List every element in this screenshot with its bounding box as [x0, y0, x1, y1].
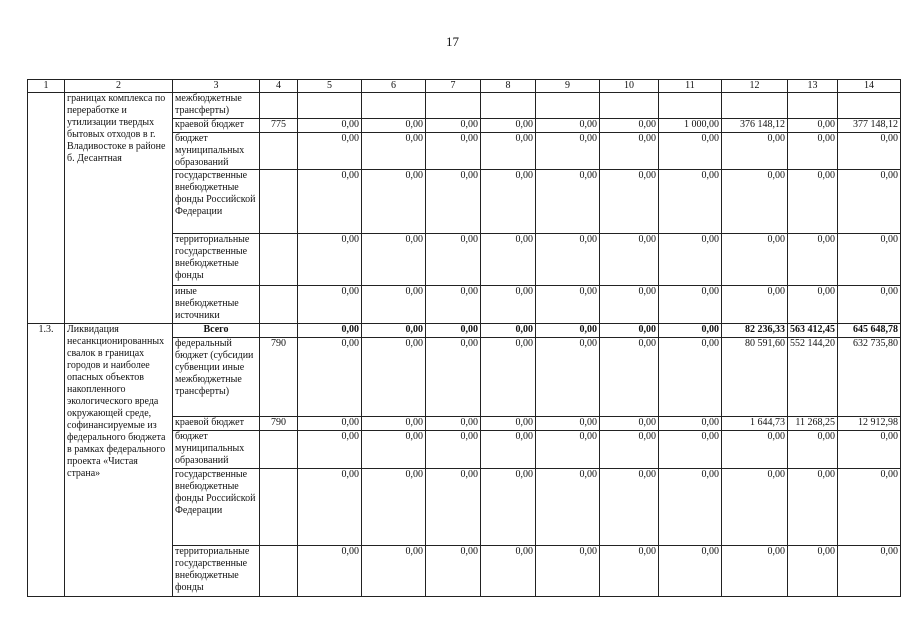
amount-cell: 0,00	[788, 286, 838, 324]
header-cell: 6	[362, 80, 426, 93]
amount-cell: 0,00	[659, 338, 722, 417]
amount-cell: 0,00	[536, 546, 600, 597]
amount-cell	[362, 93, 426, 119]
amount-cell: 0,00	[600, 431, 659, 469]
amount-cell: 0,00	[838, 234, 901, 286]
amount-cell	[788, 93, 838, 119]
amount-cell: 0,00	[722, 469, 788, 546]
amount-cell: 563 412,45	[788, 324, 838, 338]
budget-code	[260, 469, 298, 546]
amount-cell	[536, 93, 600, 119]
amount-cell: 0,00	[659, 286, 722, 324]
amount-cell: 0,00	[536, 133, 600, 170]
amount-cell: 632 735,80	[838, 338, 901, 417]
amount-cell	[298, 93, 362, 119]
budget-code	[260, 170, 298, 234]
header-cell: 13	[788, 80, 838, 93]
amount-cell: 82 236,33	[722, 324, 788, 338]
amount-cell: 0,00	[298, 324, 362, 338]
amount-cell	[659, 93, 722, 119]
amount-cell	[838, 93, 901, 119]
budget-code	[260, 431, 298, 469]
amount-cell: 0,00	[536, 324, 600, 338]
budget-code	[260, 324, 298, 338]
amount-cell: 0,00	[788, 133, 838, 170]
header-cell: 11	[659, 80, 722, 93]
amount-cell: 0,00	[298, 133, 362, 170]
amount-cell: 1 000,00	[659, 119, 722, 133]
page-number: 17	[446, 34, 459, 49]
table-body	[28, 80, 901, 597]
amount-cell: 552 144,20	[788, 338, 838, 417]
amount-cell: 0,00	[362, 133, 426, 170]
amount-cell: 0,00	[362, 286, 426, 324]
header-row	[28, 80, 901, 93]
amount-cell: 0,00	[426, 338, 481, 417]
amount-cell: 0,00	[788, 469, 838, 546]
amount-cell: 0,00	[481, 170, 536, 234]
amount-cell: 0,00	[600, 546, 659, 597]
amount-cell: 0,00	[838, 431, 901, 469]
amount-cell: 0,00	[362, 431, 426, 469]
amount-cell: 376 148,12	[722, 119, 788, 133]
amount-cell: 0,00	[362, 170, 426, 234]
amount-cell: 0,00	[298, 119, 362, 133]
amount-cell: 0,00	[426, 286, 481, 324]
header-cell: 2	[65, 80, 173, 93]
header-cell: 9	[536, 80, 600, 93]
amount-cell: 0,00	[722, 234, 788, 286]
header-cell: 7	[426, 80, 481, 93]
amount-cell: 0,00	[481, 469, 536, 546]
amount-cell: 0,00	[426, 546, 481, 597]
amount-cell: 0,00	[600, 286, 659, 324]
amount-cell: 0,00	[600, 170, 659, 234]
amount-cell: 0,00	[426, 431, 481, 469]
amount-cell: 0,00	[426, 469, 481, 546]
amount-cell: 0,00	[838, 546, 901, 597]
amount-cell: 0,00	[788, 170, 838, 234]
budget-code: 775	[260, 119, 298, 133]
amount-cell: 0,00	[426, 324, 481, 338]
amount-cell: 0,00	[362, 417, 426, 431]
header-cell: 12	[722, 80, 788, 93]
budget-code	[260, 93, 298, 119]
amount-cell: 0,00	[362, 469, 426, 546]
budget-code	[260, 234, 298, 286]
amount-cell: 0,00	[426, 234, 481, 286]
amount-cell: 0,00	[298, 469, 362, 546]
amount-cell: 0,00	[788, 119, 838, 133]
amount-cell: 645 648,78	[838, 324, 901, 338]
amount-cell: 0,00	[536, 286, 600, 324]
budget-table	[27, 79, 901, 597]
budget-code: 790	[260, 338, 298, 417]
amount-cell	[426, 93, 481, 119]
amount-cell: 0,00	[722, 546, 788, 597]
amount-cell: 0,00	[362, 324, 426, 338]
funding-source: межбюджетные трансферты)	[173, 93, 260, 119]
amount-cell: 0,00	[536, 119, 600, 133]
amount-cell: 1 644,73	[722, 417, 788, 431]
amount-cell: 0,00	[838, 286, 901, 324]
header-cell: 3	[173, 80, 260, 93]
amount-cell: 0,00	[481, 338, 536, 417]
funding-source: бюджет муниципальных образований	[173, 133, 260, 170]
amount-cell: 0,00	[722, 133, 788, 170]
amount-cell: 0,00	[536, 469, 600, 546]
amount-cell: 0,00	[600, 119, 659, 133]
funding-source: Всего	[173, 324, 260, 338]
amount-cell: 0,00	[659, 133, 722, 170]
amount-cell: 0,00	[722, 286, 788, 324]
amount-cell: 0,00	[362, 546, 426, 597]
amount-cell: 80 591,60	[722, 338, 788, 417]
amount-cell	[600, 93, 659, 119]
amount-cell: 0,00	[298, 338, 362, 417]
amount-cell: 0,00	[298, 170, 362, 234]
funding-source: федеральный бюджет (субсидии субвенции иные межбюджетные трансферты)	[173, 338, 260, 417]
header-cell: 4	[260, 80, 298, 93]
amount-cell: 0,00	[838, 469, 901, 546]
amount-cell: 0,00	[481, 133, 536, 170]
amount-cell: 0,00	[659, 170, 722, 234]
amount-cell: 0,00	[722, 431, 788, 469]
amount-cell: 0,00	[659, 417, 722, 431]
amount-cell: 0,00	[481, 431, 536, 469]
amount-cell: 0,00	[298, 234, 362, 286]
amount-cell: 0,00	[481, 324, 536, 338]
amount-cell: 0,00	[298, 286, 362, 324]
amount-cell: 0,00	[600, 469, 659, 546]
amount-cell: 0,00	[362, 338, 426, 417]
amount-cell: 11 268,25	[788, 417, 838, 431]
funding-source: государственные внебюджетные фонды Российской Федерации	[173, 469, 260, 546]
table-row	[28, 93, 901, 119]
amount-cell: 0,00	[788, 431, 838, 469]
amount-cell: 0,00	[481, 546, 536, 597]
header-cell: 5	[298, 80, 362, 93]
amount-cell: 377 148,12	[838, 119, 901, 133]
funding-source: иные внебюджетные источники	[173, 286, 260, 324]
amount-cell: 0,00	[481, 286, 536, 324]
item-number	[28, 93, 65, 324]
amount-cell: 0,00	[659, 469, 722, 546]
amount-cell	[481, 93, 536, 119]
amount-cell	[722, 93, 788, 119]
amount-cell: 0,00	[536, 417, 600, 431]
amount-cell: 0,00	[362, 119, 426, 133]
amount-cell: 0,00	[426, 170, 481, 234]
amount-cell: 0,00	[788, 234, 838, 286]
table-row	[28, 324, 901, 338]
amount-cell: 0,00	[536, 338, 600, 417]
amount-cell: 0,00	[788, 546, 838, 597]
funding-source: бюджет муниципальных образований	[173, 431, 260, 469]
header-cell: 1	[28, 80, 65, 93]
item-number: 1.3.	[28, 324, 65, 597]
funding-source: территориальные государственные внебюджетные фонды	[173, 546, 260, 597]
header-cell: 14	[838, 80, 901, 93]
amount-cell: 0,00	[362, 234, 426, 286]
funding-source: краевой бюджет	[173, 417, 260, 431]
amount-cell: 0,00	[536, 431, 600, 469]
amount-cell: 0,00	[481, 417, 536, 431]
amount-cell: 0,00	[600, 417, 659, 431]
amount-cell: 0,00	[298, 431, 362, 469]
budget-code	[260, 286, 298, 324]
item-name: границах комплекса по переработке и утилизации твердых бытовых отходов в г. Владивостоке в районе б. Десантная	[65, 93, 173, 324]
amount-cell: 0,00	[426, 119, 481, 133]
amount-cell: 0,00	[536, 170, 600, 234]
amount-cell: 0,00	[659, 324, 722, 338]
amount-cell: 0,00	[298, 417, 362, 431]
header-cell: 8	[481, 80, 536, 93]
amount-cell: 0,00	[481, 234, 536, 286]
budget-code	[260, 546, 298, 597]
amount-cell: 0,00	[722, 170, 788, 234]
amount-cell: 0,00	[659, 546, 722, 597]
amount-cell: 0,00	[600, 234, 659, 286]
amount-cell: 0,00	[838, 133, 901, 170]
amount-cell: 0,00	[481, 119, 536, 133]
amount-cell: 12 912,98	[838, 417, 901, 431]
amount-cell: 0,00	[536, 234, 600, 286]
amount-cell: 0,00	[600, 324, 659, 338]
amount-cell: 0,00	[659, 234, 722, 286]
amount-cell: 0,00	[298, 546, 362, 597]
item-name: Ликвидация несанкционированных свалок в границах городов и наиболее опасных объектов накопленного экологического вреда окружающей среде, софинансируемые из федерального бюджета в рамках федерального проекта «Чистая страна»	[65, 324, 173, 597]
amount-cell: 0,00	[838, 170, 901, 234]
amount-cell: 0,00	[426, 417, 481, 431]
funding-source: территориальные государственные внебюджетные фонды	[173, 234, 260, 286]
amount-cell: 0,00	[659, 431, 722, 469]
budget-code	[260, 133, 298, 170]
header-cell: 10	[600, 80, 659, 93]
amount-cell: 0,00	[600, 133, 659, 170]
funding-source: государственные внебюджетные фонды Российской Федерации	[173, 170, 260, 234]
amount-cell: 0,00	[426, 133, 481, 170]
amount-cell: 0,00	[600, 338, 659, 417]
funding-source: краевой бюджет	[173, 119, 260, 133]
budget-code: 790	[260, 417, 298, 431]
